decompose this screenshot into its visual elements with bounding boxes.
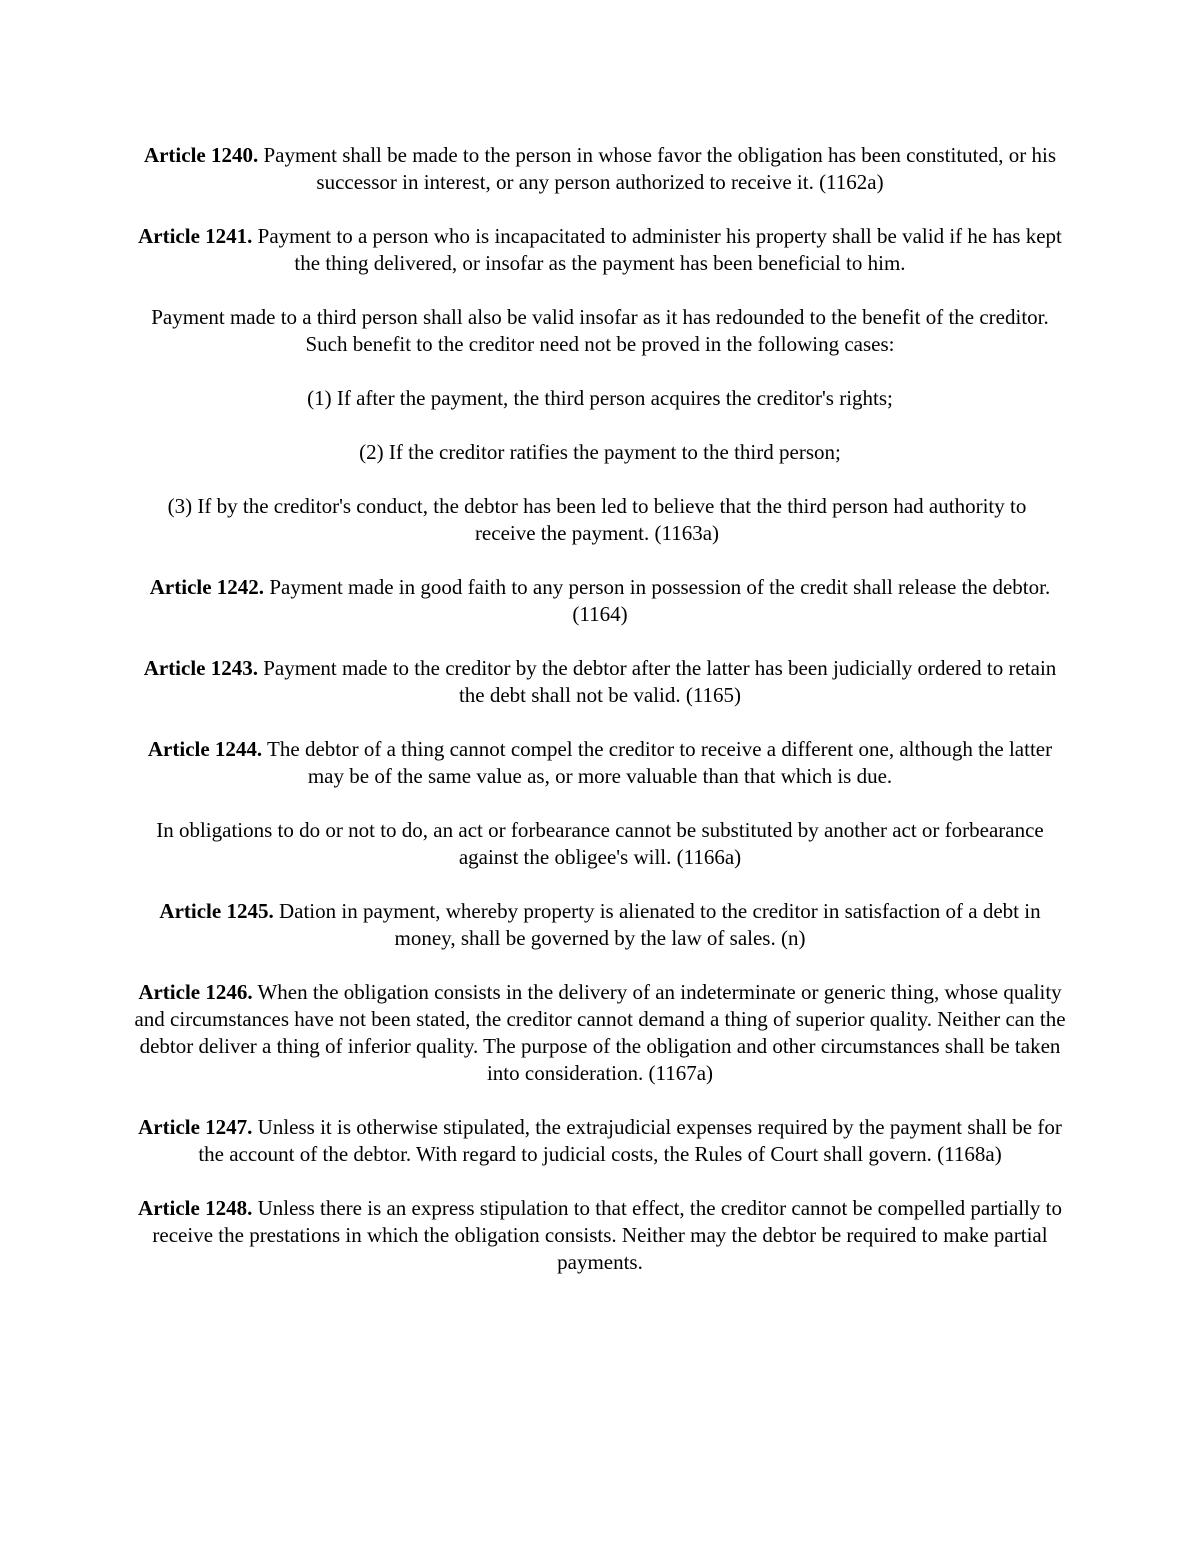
article-label: Article 1242. xyxy=(149,575,265,599)
article-label: Article 1241. xyxy=(138,224,253,248)
article-1247 xyxy=(130,1114,1070,1168)
article-text: Unless it is otherwise stipulated, the extrajudicial expenses required by the payment shall be for the account of the debtor. With regard to judicial costs, the Rules of Court shall govern. (1168a) xyxy=(198,1115,1062,1166)
article-text: Unless there is an express stipulation to that effect, the creditor cannot be compelled partially to receive the prestations in which the obligation consists. Neither may the debtor be required to make partial payments. xyxy=(152,1196,1062,1274)
article-text: The debtor of a thing cannot compel the creditor to receive a different one, although the latter may be of the same value as, or more valuable than that which is due. xyxy=(262,737,1053,788)
article-text: Payment shall be made to the person in whose favor the obligation has been constituted, or his successor in interest, or any person authorized to receive it. (1162a) xyxy=(258,143,1057,194)
article-text: Payment to a person who is incapacitated to administer his property shall be valid if he has kept the thing delivered, or insofar as the payment has been beneficial to him. xyxy=(252,224,1062,275)
article-1248 xyxy=(130,1195,1070,1276)
article-1241 xyxy=(130,223,1070,277)
document-body xyxy=(130,142,1070,1303)
article-1241-case-1: (1) If after the payment, the third person acquires the creditor's rights; xyxy=(307,386,893,410)
article-1241-case-3: (3) If by the creditor's conduct, the debtor has been led to believe that the third person had authority to receive the payment. (1163a) xyxy=(167,494,1027,545)
article-text: Dation in payment, whereby property is alienated to the creditor in satisfaction of a debt in money, shall be governed by the law of sales. (n) xyxy=(273,899,1041,950)
article-label: Article 1244. xyxy=(147,737,263,761)
article-label: Article 1245. xyxy=(159,899,274,923)
article-1244-paragraph-2: In obligations to do or not to do, an act or forbearance cannot be substituted by another act or forbearance against the obligee's will. (1166a) xyxy=(156,818,1044,869)
article-label: Article 1246. xyxy=(138,980,253,1004)
article-1242 xyxy=(130,574,1070,628)
article-label: Article 1243. xyxy=(143,656,258,680)
article-text: Payment made in good faith to any person in possession of the credit shall release the debtor. (1164) xyxy=(264,575,1051,626)
article-1240 xyxy=(130,142,1070,196)
article-text: Payment made to the creditor by the debtor after the latter has been judicially ordered to retain the debt shall not be valid. (1165) xyxy=(258,656,1057,707)
article-1241-case-2: (2) If the creditor ratifies the payment to the third person; xyxy=(359,440,841,464)
article-1241-paragraph-2: Payment made to a third person shall also be valid insofar as it has redounded to the benefit of the creditor. Such benefit to the creditor need not be proved in the following cases: xyxy=(151,305,1049,356)
article-text: When the obligation consists in the delivery of an indeterminate or generic thing, whose quality and circumstances have not been stated, the creditor cannot demand a thing of superior quality. Neither can the debtor deliver a thing of inferior quality. The purpose of the obligation and other circumstances shall be taken into consideration. (1167a) xyxy=(134,980,1066,1085)
article-1244 xyxy=(130,736,1070,790)
article-1246 xyxy=(130,979,1070,1087)
article-1245 xyxy=(130,898,1070,952)
article-label: Article 1248. xyxy=(138,1196,253,1220)
article-label: Article 1240. xyxy=(143,143,259,167)
article-1243 xyxy=(130,655,1070,709)
article-label: Article 1247. xyxy=(138,1115,253,1139)
